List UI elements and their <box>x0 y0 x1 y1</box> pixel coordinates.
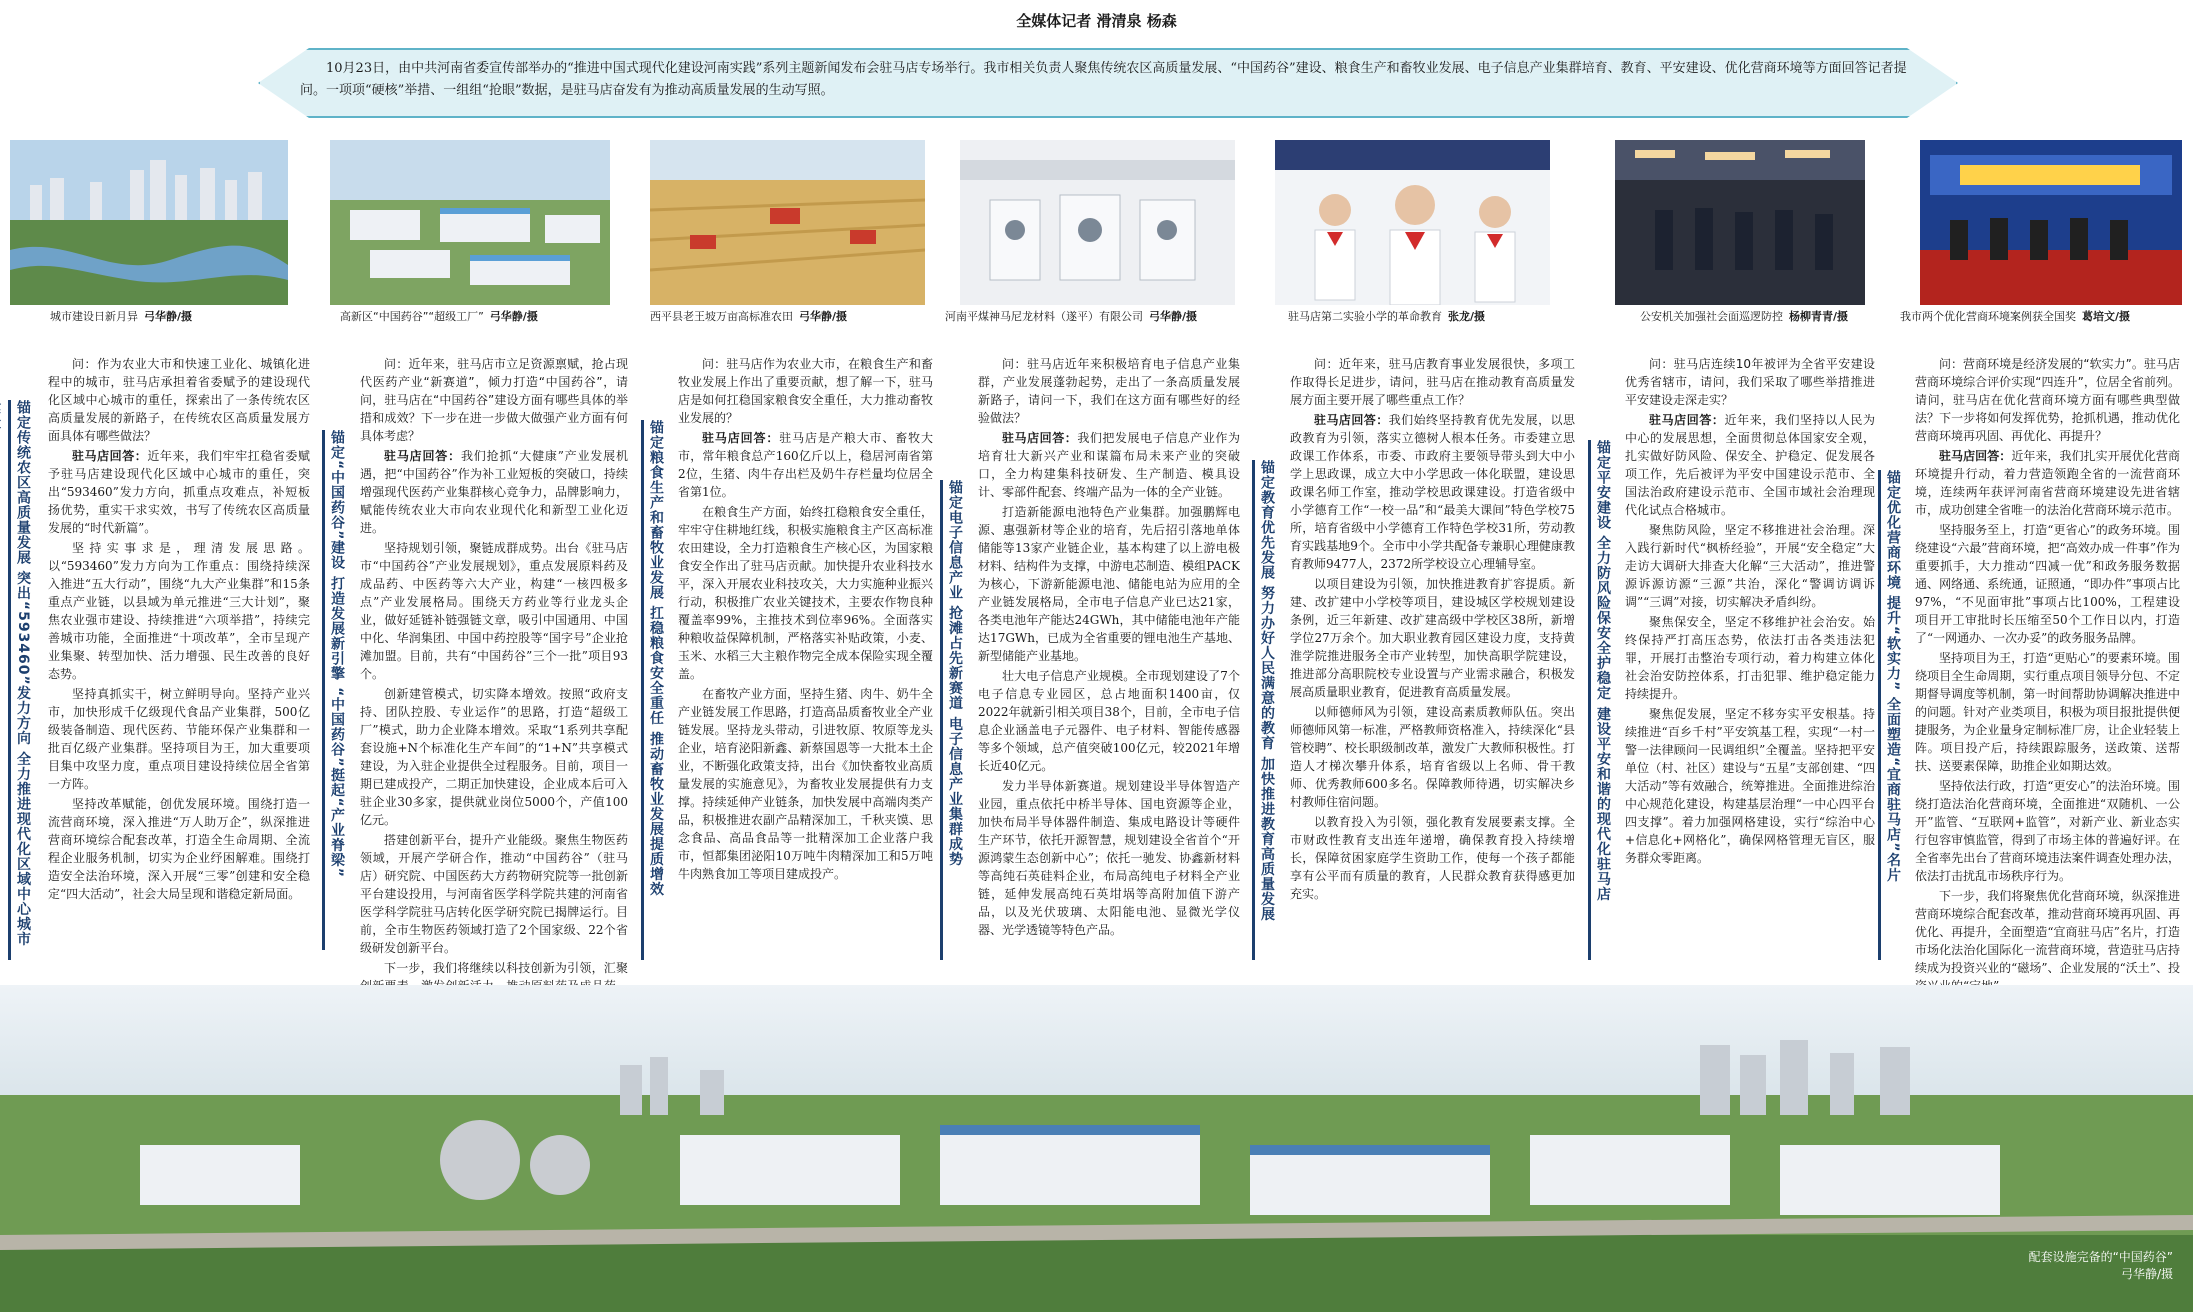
answer-paragraph: 坚持服务至上，打造“更省心”的政务环境。围绕建设“六最”营商环境，把“高效办成一件事”作为重要抓手，大力推动“四减一优”和政务服务数据通、网络通、系统通，证照通，“即办件”事项占比97%，“不见面审批”事项占比100%，工程建设项目开工审批时长压缩至50个工作日以内，打造了“一网通办、一次办妥”的政务服务品牌。 <box>1915 523 2180 645</box>
answer-paragraph: 以项目建设为引领，加快推进教育扩容提质。新建、改扩建中小学校等项目，建设城区学校规划建设条例，近三年新建、改扩建高级中学校区38所，新增学位27万余个。加大职业教育园区建设力度，支持黄淮学院推进服务全市产业转型，加快高职学院建设，推进部分高职院校专业设置与产业需求融合，积极发展高质量职业教育，促进教育高质量发展。 <box>1290 577 1575 699</box>
answer-paragraph: 创新建管模式，切实降本增效。按照“政府支持、团队控股、专业运作”的思路，打造“超级工厂”模式，助力企业降本增效。采取“1系列共享配套设施+N个标准化生产车间”的“1+N”共享模式建设，为入驻企业提供全过程服务。目前，项目一期已建成投产，二期正加快建设，企业成本后可入驻企业30多家，提供就业岗位5000个，产值100亿元。 <box>360 687 628 827</box>
answer-paragraph: 近年来，我们坚持以人民为中心的发展思想，全面贯彻总体国家安全观，扎实做好防风险、保安全、护稳定、促发展各项工作，先后被评为平安中国建设示范市、全国法治政府建设示范市、全国市域社会治理现代化试点合格城市。 <box>1625 413 1875 517</box>
byline: 全媒体记者 滑清泉 杨森 <box>1016 12 1177 30</box>
question: 问：营商环境是经济发展的“软实力”。驻马店营商环境综合评价实现“四连升”，位居全省前列。请问，驻马店在优化营商环境方面有哪些典型做法？下一步将如何发挥优势，抢抓机遇，推动优化营商环境再巩固、再优化、再提升？ <box>1915 357 2180 443</box>
answer-paragraph: 打造新能源电池特色产业集群。加强鹏辉电源、惠强新材等企业的培育，先后招引落地单体储能等13家产业链企业，基本构建了以上游电极材料、结构件为支撑，中游电芯制造、模组PACK为核心，下游新能源电池、储能电站为应用的全产业链发展格局，全市电子信息产业已达21家，各类电池年产能达24GWh，其中储能电池年产能达17GWh，已成为全省重要的锂电池生产基地、新型储能产业基地。 <box>978 505 1240 663</box>
photo-caption: 西平县老王坡万亩高标准农田 弓华静/摄 <box>650 310 848 323</box>
answer-paragraph: 近年来，我们扎实开展优化营商环境提升行动，着力营造领跑全省的一流营商环境，连续两年获评河南省营商环境建设先进省辖市，成功创建全省唯一的法治化营商环境示范市。 <box>1915 449 2180 517</box>
answer-paragraph: 以教育投入为引领，强化教育发展要素支撑。全市财政性教育支出连年递增，确保教育投入持续增长，保障贫困家庭学生资助工作，使每一个孩子都能享有公平而有质量的教育，人民群众教育获得感更加充实。 <box>1290 815 1575 901</box>
answer-paragraph: 近年来，我们牢牢扛稳省委赋予驻马店建设现代化区域中心城市的重任，突出“593460”发力方向，抓重点攻难点，补短板扬优势，重实干求实效，书写了传统农区高质量发展的“时代新篇”。 <box>48 449 310 535</box>
answer-lead: 驻马店回答： <box>72 449 148 463</box>
section-heading: 锚定教育优先发展 努力办好人民满意的教育 加快推进教育高质量发展 <box>1252 460 1282 960</box>
answer-paragraph: 下一步，我们将聚焦优化营商环境，纵深推进营商环境综合配套改革，推动营商环境再巩固、再优化、再提升，全面塑造“宜商驻马店”名片，打造市场化法治化国际化一流营商环境，营造驻马店持续成为投资兴业的“磁场”、企业发展的“沃土”、投 <box>1915 889 2180 975</box>
panorama-caption: 配套设施完备的“中国药谷” 弓华静/摄 <box>2028 1250 2173 1281</box>
section-column <box>678 355 933 1060</box>
answer-paragraph: 在粮食生产方面，始终扛稳粮食安全重任，牢牢守住耕地红线，积极实施粮食主产区高标准农田建设，全力打造粮食生产核心区，为国家粮食安全作出了驻马店贡献。加快提升农业科技水平，深入开展农业科技攻关，大力实施种业振兴行动，积极推广农业关键技术，主要农作物良种覆盖率99%，主推技术到位率96%。全面落实种粮收益保障机制，严格落实补贴政策，小麦、玉米、水稻三大主粮作物完全成本保险实现全覆盖。 <box>678 505 933 681</box>
answer-paragraph: 坚持规划引领，聚链成群成势。出台《驻马店市“中国药谷”产业发展规划》，重点发展原料药及成品药、中医药等六大产业，构建“一核四极多点”产业发展格局。围绕天方药业等行业龙头企业，做好延链补链强链文章，吸引中国通用、中国中化、华润集团、中国中药控股等“国字号”企业抢滩加盟。目前，共有“中国药谷”三个一批”项目93个。 <box>360 541 628 681</box>
section-heading: 锚定平安建设 全力防风险保安全护稳定 建设平安和谐的现代化驻马店 <box>1588 440 1618 960</box>
photo-nylon-factory <box>960 140 1235 305</box>
answer-lead: 驻马店回答： <box>702 431 780 445</box>
answer-paragraph: 发力半导体新赛道。规划建设半导体智造产业园，重点依托中桥半导体、国电资源等企业，加快布局半导体器件制造、集成电路设计等硬件生产环节，依托开源智慧，规划建设全省首个“开源鸿蒙生态创新中心”；依托一驰发、协鑫新材料等高纯石英硅料企业，布局高纯电子材料全产业链，延伸发展高纯石英坩埚等高附加值下游产品，以及光伏玻璃、太阳能电池、显微光学仪器、光学透镜等特色产品。 <box>978 779 1240 937</box>
photo-caption: 公安机关加强社会面巡逻防控 杨柳青青/摄 <box>1640 310 1849 323</box>
photo-caption: 我市两个优化营商环境案例获全国奖 葛培文/摄 <box>1900 310 2131 323</box>
section-column <box>48 355 310 980</box>
photo-pharma-valley-panorama <box>0 985 2193 1312</box>
section-heading: 锚定传统农区高质量发展 突出“593460”发力方向 全力推进现代化区域中心城市 <box>8 400 38 960</box>
photo-farmland <box>650 140 925 305</box>
answer-paragraph: 坚持依法行政，打造“更安心”的法治环境。围绕打造法治化营商环境，全面推进“双随机、一公开”监管、“互联网+监管”，对新产业、新业态实行包容审慎监管，得到了市场主体的普遍好评。在全省率先出台了营商环境违法案件调查处理办法，依法打击扰乱市场秩序行为。 <box>1915 779 2180 883</box>
section-heading: 锚定电子信息产业 抢滩占先新赛道 电子信息产业集群成势 <box>940 480 970 960</box>
answer-paragraph: 坚持真抓实干，树立鲜明导向。坚持产业兴市，加快形成千亿级现代食品产业集群，500亿级装备制造、现代医药、节能环保产业集群和一批百亿级产业集群。坚持项目为王，加大重要项目集中攻坚力度，重点项目建设持续位居全省第一方阵。 <box>48 687 310 791</box>
photo-city <box>10 140 288 305</box>
answer-paragraph: 壮大电子信息产业规模。全市现划建设了7个电子信息专业园区，总占地面积1400亩，仅2022年就新引相关项目38个，目前，全市电子信息企业涵盖电子元器件、电子材料、智能传感器等多个领域，总产值突破100亿元，较2021年增长近40亿元。 <box>978 669 1240 773</box>
photo-caption: 驻马店第二实验小学的革命教育 张龙/摄 <box>1288 310 1486 323</box>
answer-paragraph: 我们抢抓“大健康”产业发展机遇，把“中国药谷”作为补工业短板的突破口，持续增强现代医药产业集群核心竞争力，品牌影响力，赋能传统农业大市向农业现代化和新型工业化迈进。 <box>360 449 628 535</box>
photo-students <box>1275 140 1550 305</box>
answer-paragraph: 在畜牧产业方面，坚持生猪、肉牛、奶牛全产业链发展工作思路，打造高品质畜牧业全产业链发展。坚持龙头带动，引进牧原、牧原等龙头企业，培育泌阳新鑫、新蔡国恩等一大批本土企业，不断强化政策支持，出台《加快畜牧业高质量发展的实施意见》，为畜牧业发展提供有力支撑。持续延伸产业链条，加快发展中高端肉类产品，积极推进农副产品精深加工，千秋夹馍、思念食品、高品食品等一批精深加工企业落户我市，恒都集团泌阳10万吨牛肉精深加工和5万吨牛肉熟食加工等项目建成投产。 <box>678 687 933 881</box>
answer-lead: 驻马店回答： <box>1649 413 1725 427</box>
answer-paragraph: 驻马店是产粮大市、畜牧大市，常年粮食总产160亿斤以上，稳居河南省第2位，生猪、肉牛存出栏及奶牛存栏量均位居全省第1位。 <box>678 431 933 499</box>
photo-pharma-factory <box>330 140 610 305</box>
answer-paragraph: 坚持改革赋能，创优发展环境。围绕打造一流营商环境，深入推进“万人助万企”，纵深推进营商环境综合配套改革，打造全生命周期、全流程企业服务机制，切实为企业纾困解难。围绕打造安全法治环境，深入开展“三零”创建和安全稳定“四大活动”，社会大局呈现和谐稳定新局面。 <box>48 797 310 901</box>
photo-police-patrol <box>1615 140 1865 305</box>
question: 问：驻马店近年来积极培育电子信息产业集群，产业发展蓬勃起势，走出了一条高质量发展新路子，请问一下，我们在这方面有哪些好的经验做法？ <box>978 357 1240 425</box>
question: 问：近年来，驻马店教育事业发展很快，多项工作取得长足进步，请问，驻马店在推动教育高质量发展方面主要开展了哪些重点工作？ <box>1290 357 1575 407</box>
section-column <box>1625 355 1875 1055</box>
question: 问：驻马店连续10年被评为全省平安建设优秀省辖市，请问，我们采取了哪些举措推进平安建设走深走实？ <box>1625 357 1875 407</box>
question: 问：驻马店作为农业大市，在粮食生产和畜牧业发展上作出了重要贡献，想了解一下，驻马店是如何扛稳国家粮食安全重任，大力推动畜牧业发展的？ <box>678 357 933 425</box>
section-heading: 锚定“中国药谷”建设 打造发展新引擎 “中国药谷”挺起“产业脊梁” <box>322 430 352 950</box>
answer-paragraph: 下一步，我们将继续以科技创新为引领，汇聚 <box>384 961 628 975</box>
section-column <box>1290 355 1575 1095</box>
section-column <box>978 355 1240 1055</box>
photo-caption: 城市建设日新月异 弓华静/摄 <box>50 310 193 323</box>
answer-lead: 驻马店回答： <box>1002 431 1078 445</box>
answer-lead: 驻马店回答： <box>384 449 461 463</box>
section-column <box>360 355 628 1095</box>
answer-paragraph: 搭建创新平台，提升产业能级。聚焦生物医药领域，开展产学研合作，推动“中国药谷”（驻马店）研究院、中国医药大方药物研究院等一批创新平台建设投用，与河南省医学科学院共建的河南省医学科学院驻马店转化医学研究院已揭牌运行。目前，全市生物医药领域打造了2个国家级、22个省级研发创新平台。 <box>360 833 628 955</box>
answer-paragraph: 我们始终坚持教育优先发展，以思政教育为引领，落实立德树人根本任务。市委建立思政课工作体系，市委、市政府主要领导带头到大中小学上思政课，成立大中小学思政一体化联盟，建设思政课名师工作室，推动学校思政课建设。打造省级中小学德育工作“一校一品”和“最美大课间”特色学校75所，培育省级中小学德育工作特色学校31所，劳动教育实践基地9个。全市中小学共配备专兼职心理健康教育教师9477人，2372所学校设立心理辅导室。 <box>1290 413 1575 571</box>
photo-caption: 高新区“中国药谷”“超级工厂” 弓华静/摄 <box>340 310 538 323</box>
lead-paragraph: 10月23日，由中共河南省委宣传部举办的“推进中国式现代化建设河南实践”系列主题新闻发布会驻马店专场举行。我市相关负责人聚焦传统农区高质量发展、“中国药谷”建设、粮食生产和畜牧业发展、电子信息产业集群培育、教育、平安建设、优化营商环境等方面回答记者提问。一项项“硬核”举措、一组组“抢眼”数据，是驻马店奋发有为推动高质量发展的生动写照。 <box>300 61 1907 98</box>
answer-paragraph: 我们把发展电子信息产业作为培育壮大新兴产业和谋篇布局未来产业的突破口，全力构建集科技研发、生产制造、模具设计、零部件配套、终端产品为一体的全产业链。 <box>978 431 1240 499</box>
answer-paragraph: 坚持项目为王，打造“更贴心”的要素环境。围绕项目全生命周期，实行重点项目领导分包、不定期督导调度等机制，第一时间帮助协调解决推进中的问题。针对产业类项目，积极为项目报批提供便捷服务，为企业量身定制标准厂房，让企业轻装上阵。项目投产后，持续跟踪服务，送政策、送帮扶、送要素保障，助推企业如期达效。 <box>1915 651 2180 773</box>
answer-paragraph: 聚焦促发展，坚定不移夯实平安根基。持续推进“百乡千村”平安筑基工程，实现“一村一警一法律顾问一民调组织”全覆盖。坚持把平安单位（村、社区）建设与“五星”支部创建、“四大活动”等有效融合，统筹推进。全面推进综治中心规范化建设，构建基层治理“一中心四平台四支撑”。着力加强网格建设，实行“综治中心+信息化+网格化”，确保网格管理无盲区，服务群众零距离。 <box>1625 707 1875 865</box>
section-heading: 锚定粮食生产和畜牧业发展 扛稳粮食安全重任 推动畜牧业发展提质增效 <box>641 420 671 960</box>
section-column <box>1915 355 2180 995</box>
answer-paragraph: 聚焦防风险，坚定不移推进社会治理。深入践行新时代“枫桥经验”，开展“安全稳定”大走访大调研大排查大化解“三大活动”，推进警源诉源访源“三源”共治，深化“警调访调诉调”“三调”对接，切实解决矛盾纠纷。 <box>1625 523 1875 609</box>
question: 问：作为农业大市和快速工业化、城镇化进程中的城市，驻马店承担着省委赋予的建设现代化区域中心城市的重任，探索出了一条传统农区高质量发展的新路子，在传统农区高质量发展方面具体有哪些做法？ <box>48 357 310 443</box>
answer-paragraph: 聚焦保安全，坚定不移维护社会治安。始终保持严打高压态势，依法打击各类违法犯罪，开展打击整治专项行动，着力构建立体化社会治安防控体系，打击犯罪、维护稳定能力持续提升。 <box>1625 615 1875 701</box>
answer-lead: 驻马店回答： <box>1939 449 2012 463</box>
answer-paragraph: 以师德师风为引领，建设高素质教师队伍。突出师德师风第一标准，严格教师资格准入，持续深化“县管校聘”、校长职级制改革，激发广大教师积极性。打造人才梯次攀升体系，培育省级以上名师、骨干教师、优秀教师600多名。保障教师待遇，切实解决乡村教师住宿问题。 <box>1290 705 1575 809</box>
answer-lead: 驻马店回答： <box>1314 413 1389 427</box>
section-heading: 锚定优化营商环境 提升“软实力” 全面塑造“宜商驻马店”名片 <box>1878 470 1908 960</box>
question: 问：近年来，驻马店市立足资源禀赋，抢占现代医药产业“新赛道”，倾力打造“中国药谷”，请问，驻马店在“中国药谷”建设方面有哪些具体的举措和成效？下一步在进一步做大做强产业方面有何具体考虑？ <box>360 357 628 443</box>
answer-paragraph: 坚持实事求是，理清发展思路。以“593460”发力方向为工作重点：围绕持续深入推进“五大行动”，围绕“九大产业集群”和15条重点产业链，以县域为单元推进“三大计划”，聚焦农业强市建设、持续推进“六项举措”，持续完善城市功能，全面推进“十项改革”，全市呈现产业集聚、转型加快、活力增强、民生改善的良好态势。 <box>48 541 310 681</box>
photo-caption: 河南平煤神马尼龙材料（遂平）有限公司 弓华静/摄 <box>945 310 1198 323</box>
photo-business-award <box>1920 140 2182 305</box>
